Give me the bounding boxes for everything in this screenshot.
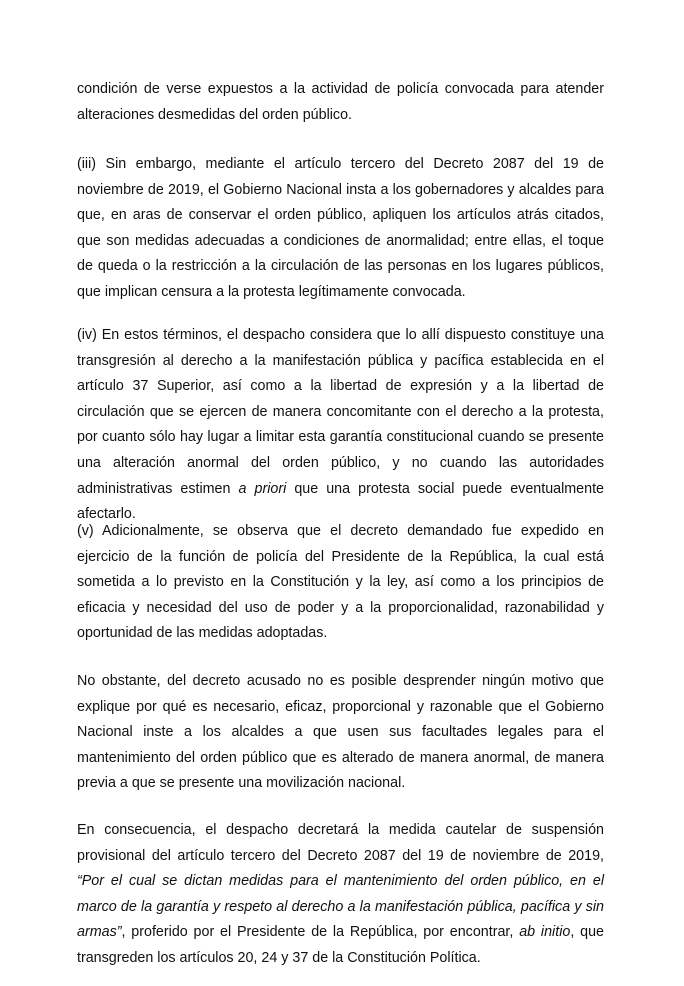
paragraph-text: No obstante, del decreto acusado no es posible desprender ningún motivo que explique por qué es necesario, eficaz, proporcional y razonable que el Gobierno Nacional inste a los alcaldes a que usen sus facultades legales para el mantenimiento del orden público que es alterado de manera anormal, de manera previa a que se presente una movilización nacional. [77, 673, 604, 792]
italic-phrase: a priori [238, 480, 287, 497]
paragraph-text: condición de verse expuestos a la actividad de policía convocada para atender alteraciones desmedidas del orden público. [77, 81, 604, 123]
paragraph-text: En consecuencia, el despacho decretará la medida cautelar de suspensión provisional del artículo tercero del Decreto 2087 del 19 de noviembre de 2019, [77, 822, 604, 864]
paragraph-iv [77, 323, 604, 528]
italic-phrase: ab initio [519, 924, 571, 941]
paragraph-text: (v) Adicionalmente, se observa que el decreto demandado fue expedido en ejercicio de la función de policía del Presidente de la República, la cual está sometida a lo previsto en la Constitución y la ley, así como a los principios de eficacia y necesidad del uso de poder y a la proporcionalidad, razonabilidad y oportunidad de las medidas adoptadas. [77, 523, 604, 642]
decree-title-quote: “Por el cual se dictan medidas para el mantenimiento del orden público, en el marco de la garantía y respeto al derecho a la manifestación pública, pacífica y sin armas” [77, 873, 604, 941]
paragraph-en-consecuencia [77, 818, 604, 972]
paragraph-text: , que transgreden los artículos 20, 24 y 37 de la Constitución Política. [77, 924, 604, 966]
paragraph-text: (iii) Sin embargo, mediante el artículo tercero del Decreto 2087 del 19 de noviembre de 2019, el Gobierno Nacional insta a los gobernadores y alcaldes para que, en aras de conservar el orden público, apliquen los artículos atrás citados, que son medidas adecuadas a condiciones de anormalidad; entre ellas, el toque de queda o la restricción a la circulación de las personas en los lugares públicos, que implican censura a la protesta legítimamente convocada. [77, 156, 604, 300]
paragraph-continuation [77, 77, 604, 128]
paragraph-v [77, 519, 604, 647]
paragraph-text: que una protesta social puede eventualmente afectarlo. [77, 480, 605, 523]
paragraph-no-obstante [77, 669, 604, 797]
paragraph-iii [77, 152, 604, 306]
paragraph-text: (iv) En estos términos, el despacho considera que lo allí dispuesto constituye una transgresión al derecho a la manifestación pública y pacífica establecida en el artículo 37 Superior, así como a la libertad de expresión y a la libertad de circulación que se ejercen de manera concomitante con el derecho a la protesta, por cuanto sólo hay lugar a limitar esta garantía constitucional cuando se presente una alteración anormal del orden público, y no cuando las autoridades administrativas estimen [77, 327, 604, 497]
paragraph-text: , proferido por el Presidente de la República, por encontrar, [121, 924, 520, 941]
